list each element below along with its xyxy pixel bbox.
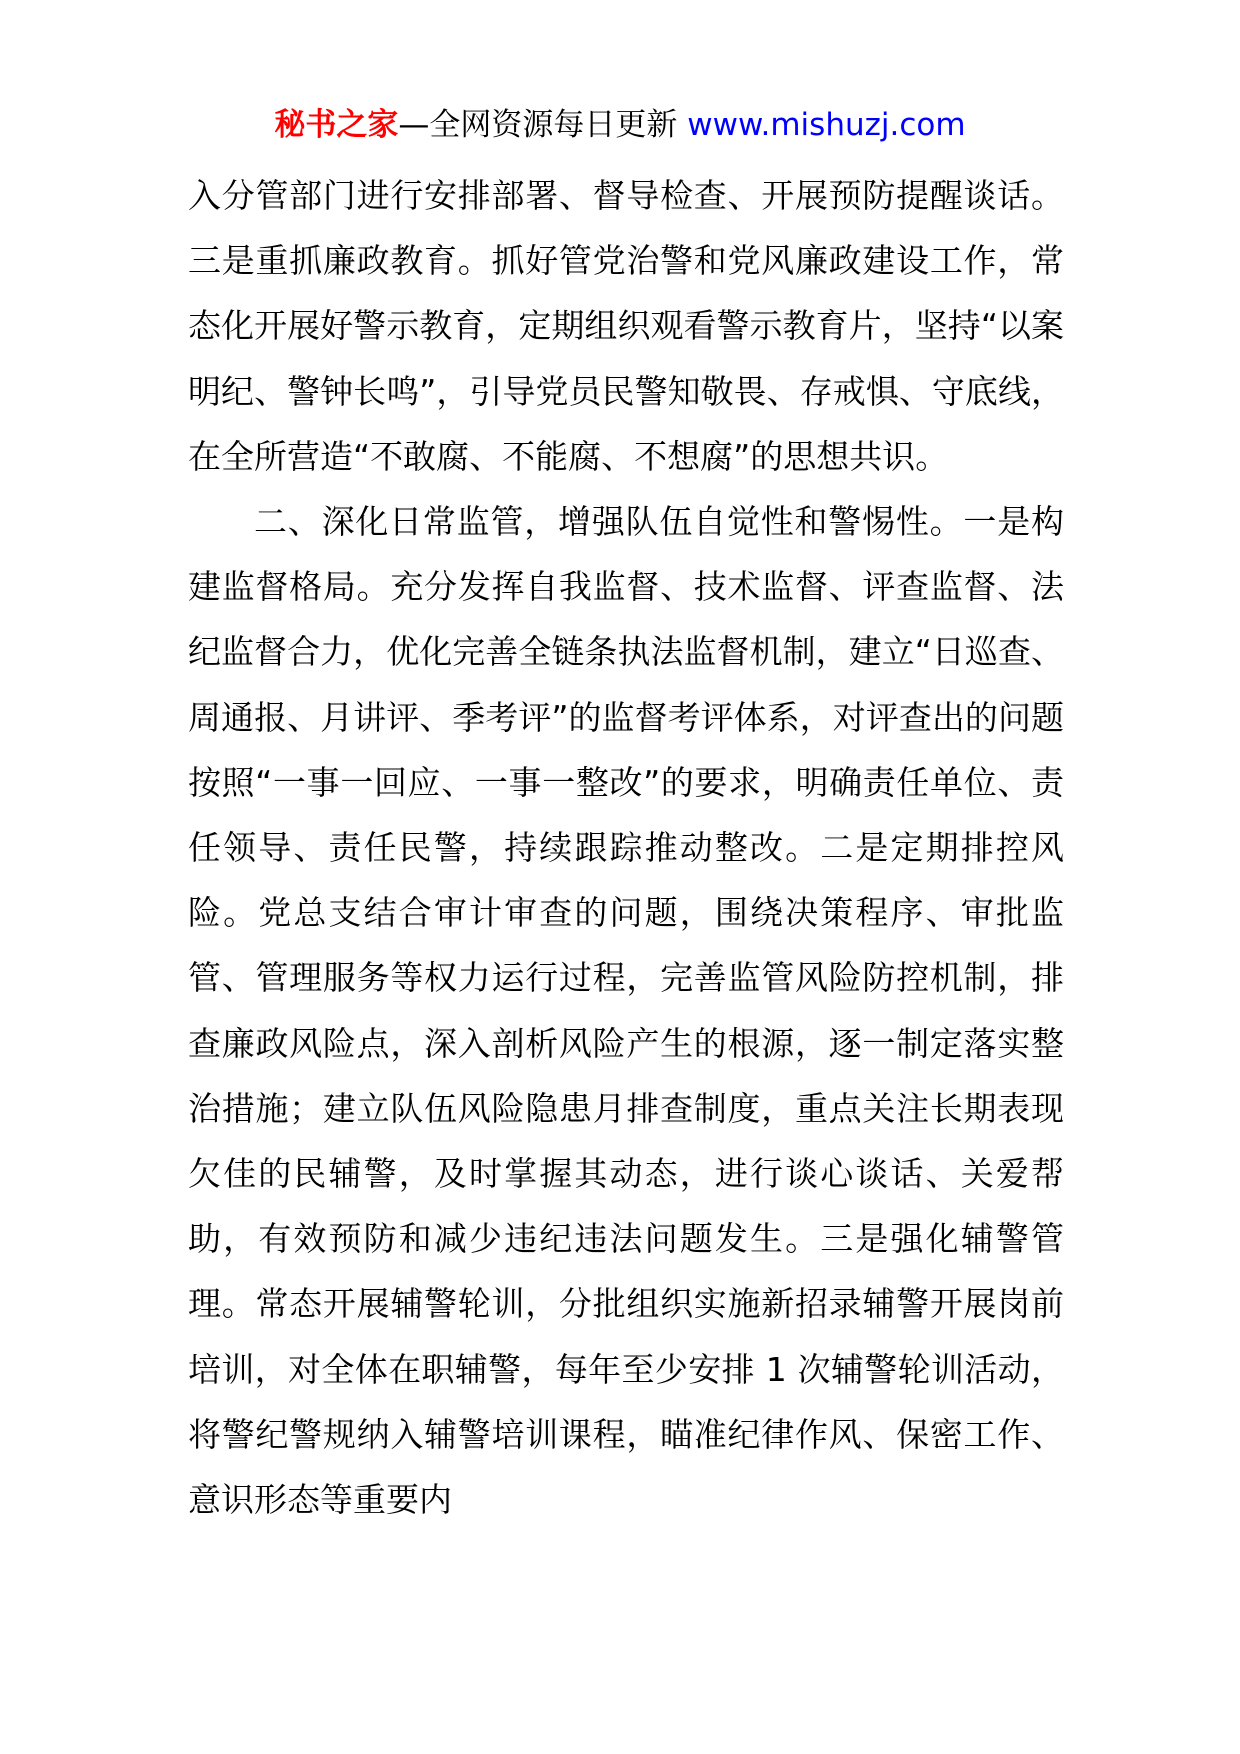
document-body — [188, 163, 1064, 1532]
page-header — [0, 102, 1240, 148]
site-url-link[interactable]: www.mishuzj.com — [687, 107, 966, 143]
site-slogan: —全网资源每日更新 — [398, 107, 688, 143]
site-brand: 秘书之家 — [274, 107, 399, 143]
paragraph-continued: 入分管部门进行安排部署、督导检查、开展预防提醒谈话。三是重抓廉政教育。抓好管党治警和党风廉政建设工作，常态化开展好警示教育，定期组织观看警示教育片，坚持“以案明纪、警钟长鸣”，引导党员民警知敬畏、存戒惧、守底线，在全所营造“不敢腐、不能腐、不想腐”的思想共识。 — [188, 176, 1064, 476]
paragraph-section-two: 二、深化日常监管，增强队伍自觉性和警惕性。一是构建监督格局。充分发挥自我监督、技术监督、评查监督、法纪监督合力，优化完善全链条执法监督机制，建立“日巡查、周通报、月讲评、季考评”的监督考评体系，对评查出的问题按照“一事一回应、一事一整改”的要求，明确责任单位、责任领导、责任民警，持续跟踪推动整改。二是定期排控风险。党总支结合审计审查的问题，围绕决策程序、审批监管、管理服务等权力运行过程，完善监管风险防控机制，排查廉政风险点，深入剖析风险产生的根源，逐一制定落实整治措施；建立队伍风险隐患月排查制度，重点关注长期表现欠佳的民辅警，及时掌握其动态，进行谈心谈话、关爱帮助，有效预防和减少违纪违法问题发生。三是强化辅警管理。常态开展辅警轮训，分批组织实施新招录辅警开展岗前培训，对全体在职辅警，每年至少安排 1 次辅警轮训活动，将警纪警规纳入辅警培训课程，瞄准纪律作风、保密工作、意识形态等重要内 — [188, 502, 1064, 1520]
